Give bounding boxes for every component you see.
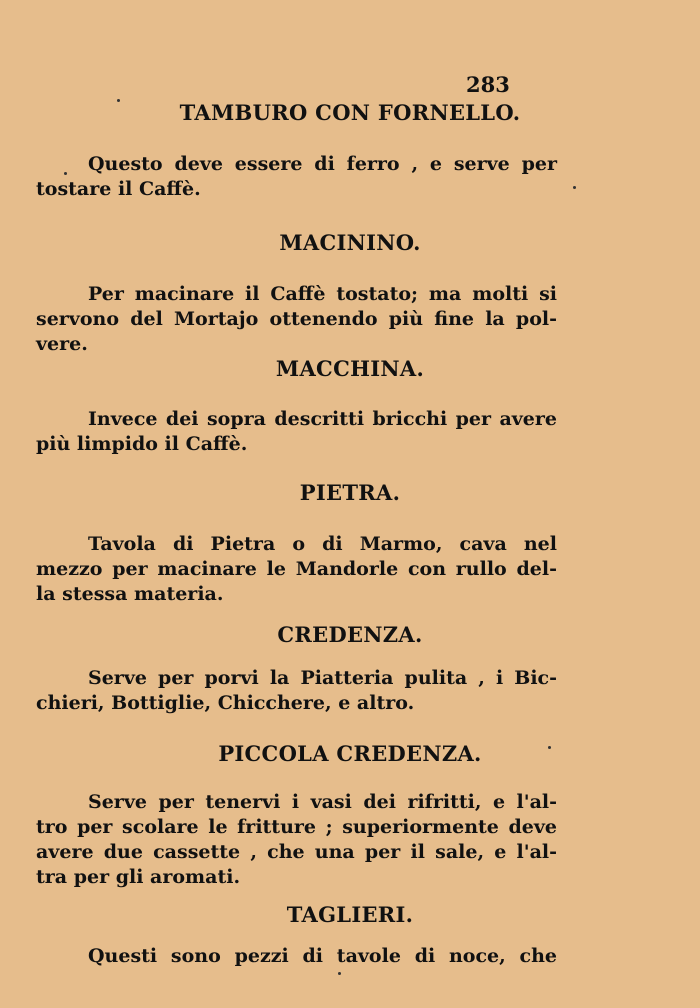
section-text-piccola-credenza [36,790,557,890]
section-text-credenza [36,666,557,716]
text-line: tro per scolare le fritture ; superiormente deve [36,816,557,838]
section-heading-tamburo: TAMBURO CON FORNELLO. [179,100,521,125]
section-heading-pietra: PIETRA. [299,480,401,505]
text-line: la stessa materia. [36,583,224,605]
text-line: tostare il Caffè. [36,178,201,200]
text-line: tra per gli aromati. [36,866,241,888]
section-text-taglieri [36,944,557,969]
text-line: Per macinare il Caffè tostato; ma molti si [88,283,557,305]
text-line: Serve per tenervi i vasi dei rifritti, e l'al- [88,791,557,813]
scan-speck [548,746,551,749]
section-text-macinino [36,282,557,357]
text-line: Questi sono pezzi di tavole di noce, che [88,945,557,967]
scan-speck [64,172,67,175]
scan-speck [573,186,576,189]
section-heading-taglieri: TAGLIERI. [286,902,414,927]
section-heading-piccola-credenza: PICCOLA CREDENZA. [218,741,482,766]
scan-speck [117,99,120,102]
text-line: servono del Mortajo ottenendo più fine la pol- [36,308,557,330]
text-line: Tavola di Pietra o di Marmo, cava nel [88,533,557,555]
text-line: avere due cassette , che una per il sale, e l'al- [36,841,557,863]
section-text-pietra [36,532,557,607]
text-line: chieri, Bottiglie, Chicchere, e altro. [36,692,415,714]
scan-speck [338,972,341,975]
text-line: Questo deve essere di ferro , e serve per [88,153,557,175]
text-line: Invece dei sopra descritti bricchi per avere [88,408,557,430]
page-number: 283 [466,72,510,97]
section-text-tamburo [36,152,557,202]
section-heading-macchina: MACCHINA. [275,356,425,381]
section-heading-credenza: CREDENZA. [277,622,423,647]
text-line: Serve per porvi la Piatteria pulita , i Bic- [88,667,557,689]
section-heading-macinino: MACININO. [279,230,421,255]
text-line: più limpido il Caffè. [36,433,248,455]
text-line: vere. [36,333,88,355]
section-text-macchina [36,407,557,457]
text-line: mezzo per macinare le Mandorle con rullo del- [36,558,557,580]
